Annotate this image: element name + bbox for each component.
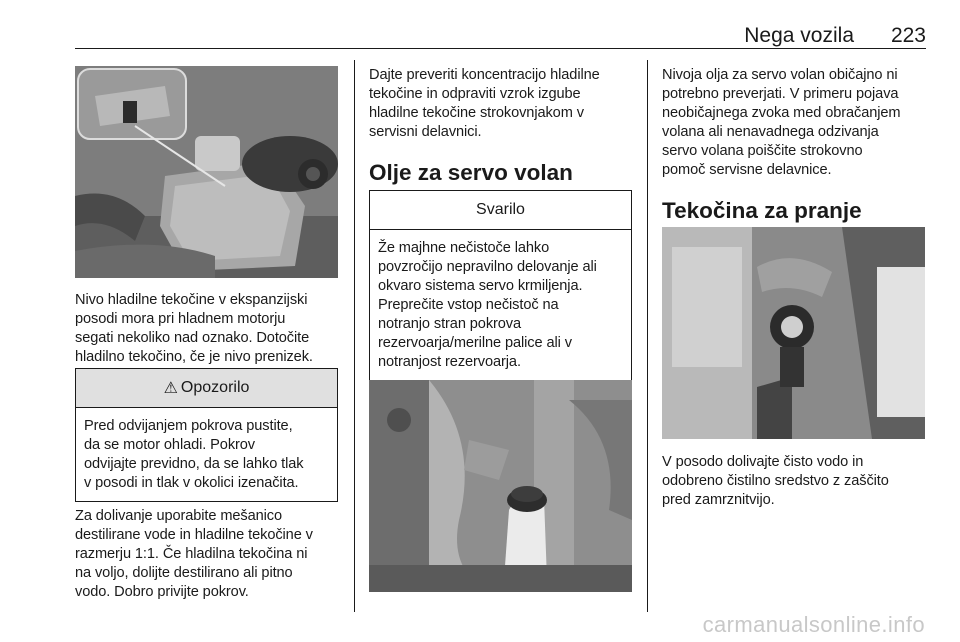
- footer-watermark: carmanualsonline.info: [702, 612, 925, 637]
- coolant-refill-text: Za dolivanje uporabite mešanico destilirane vode in hladilne tekočine v razmerju 1:1. Če hladilna tekočina ni na voljo, dolijte destilirano ali pitno vodo. Dobro privijte pokrov.: [75, 508, 313, 600]
- power-steering-reservoir-photo-icon: [369, 380, 632, 592]
- warning-text: Pred odvijanjem pokrova pustite, da se motor ohladi. Pokrov odvijajte previdno, da se lahko tlak v posodi in tlak v okolici izenačita.: [84, 418, 304, 491]
- warning-box-header: [76, 369, 337, 408]
- warning-triangle-icon: ⚠: [163, 380, 178, 397]
- caution-text: Že majhne nečistoče lahko povzročijo nepravilno delovanje ali okvaro sistema servo krmiljenja. Preprečite vstop nečistoč na notranjo stran pokrova rezervoarja/merilne palice ali v notranjost rezervoarja.: [378, 240, 597, 370]
- column-divider-left: [354, 60, 355, 612]
- section-title: Nega vozila: [744, 24, 854, 47]
- power-steering-heading: Olje za servo volan: [369, 160, 573, 185]
- engine-coolant-reservoir-photo-icon: [75, 66, 338, 278]
- washer-fluid-text: V posodo dolivajte čisto vodo in odobreno čistilno sredstvo z zaščito pred zamrznitvijo.: [662, 454, 889, 508]
- washer-fluid-figure: [662, 227, 925, 439]
- washer-fluid-heading: Tekočina za pranje: [662, 198, 862, 223]
- page-header: [75, 22, 926, 50]
- column-divider-right: [647, 60, 648, 612]
- warning-box: [75, 368, 338, 502]
- caution-title: Svarilo: [476, 201, 525, 218]
- caution-box: [369, 190, 632, 381]
- washer-fluid-reservoir-photo-icon: [662, 227, 925, 439]
- coolant-reservoir-figure: [75, 66, 338, 278]
- warning-title: Opozorilo: [180, 379, 250, 396]
- coolant-level-text: Nivo hladilne tekočine v ekspanzijski posodi mora pri hladnem motorju segati nekoliko nad oznako. Dotočite hladilno tekočino, če je nivo prenizek.: [75, 292, 313, 365]
- coolant-check-text: Dajte preveriti koncentracijo hladilne tekočine in odpraviti vzrok izgube hladilne tekočine strokovnjakom v servisni delavnici.: [369, 67, 600, 140]
- header-divider: [75, 48, 926, 49]
- caution-box-header: [370, 191, 631, 230]
- page-number: 223: [890, 24, 926, 47]
- power-steering-figure: [369, 380, 632, 592]
- power-steering-level-text: Nivoja olja za servo volan običajno ni potrebno preverjati. V primeru pojava neobičajnega zvoka med obračanjem volana ali nenavadnega odzivanja servo volana poiščite strokovno pomoč servisne delavnice.: [662, 67, 901, 178]
